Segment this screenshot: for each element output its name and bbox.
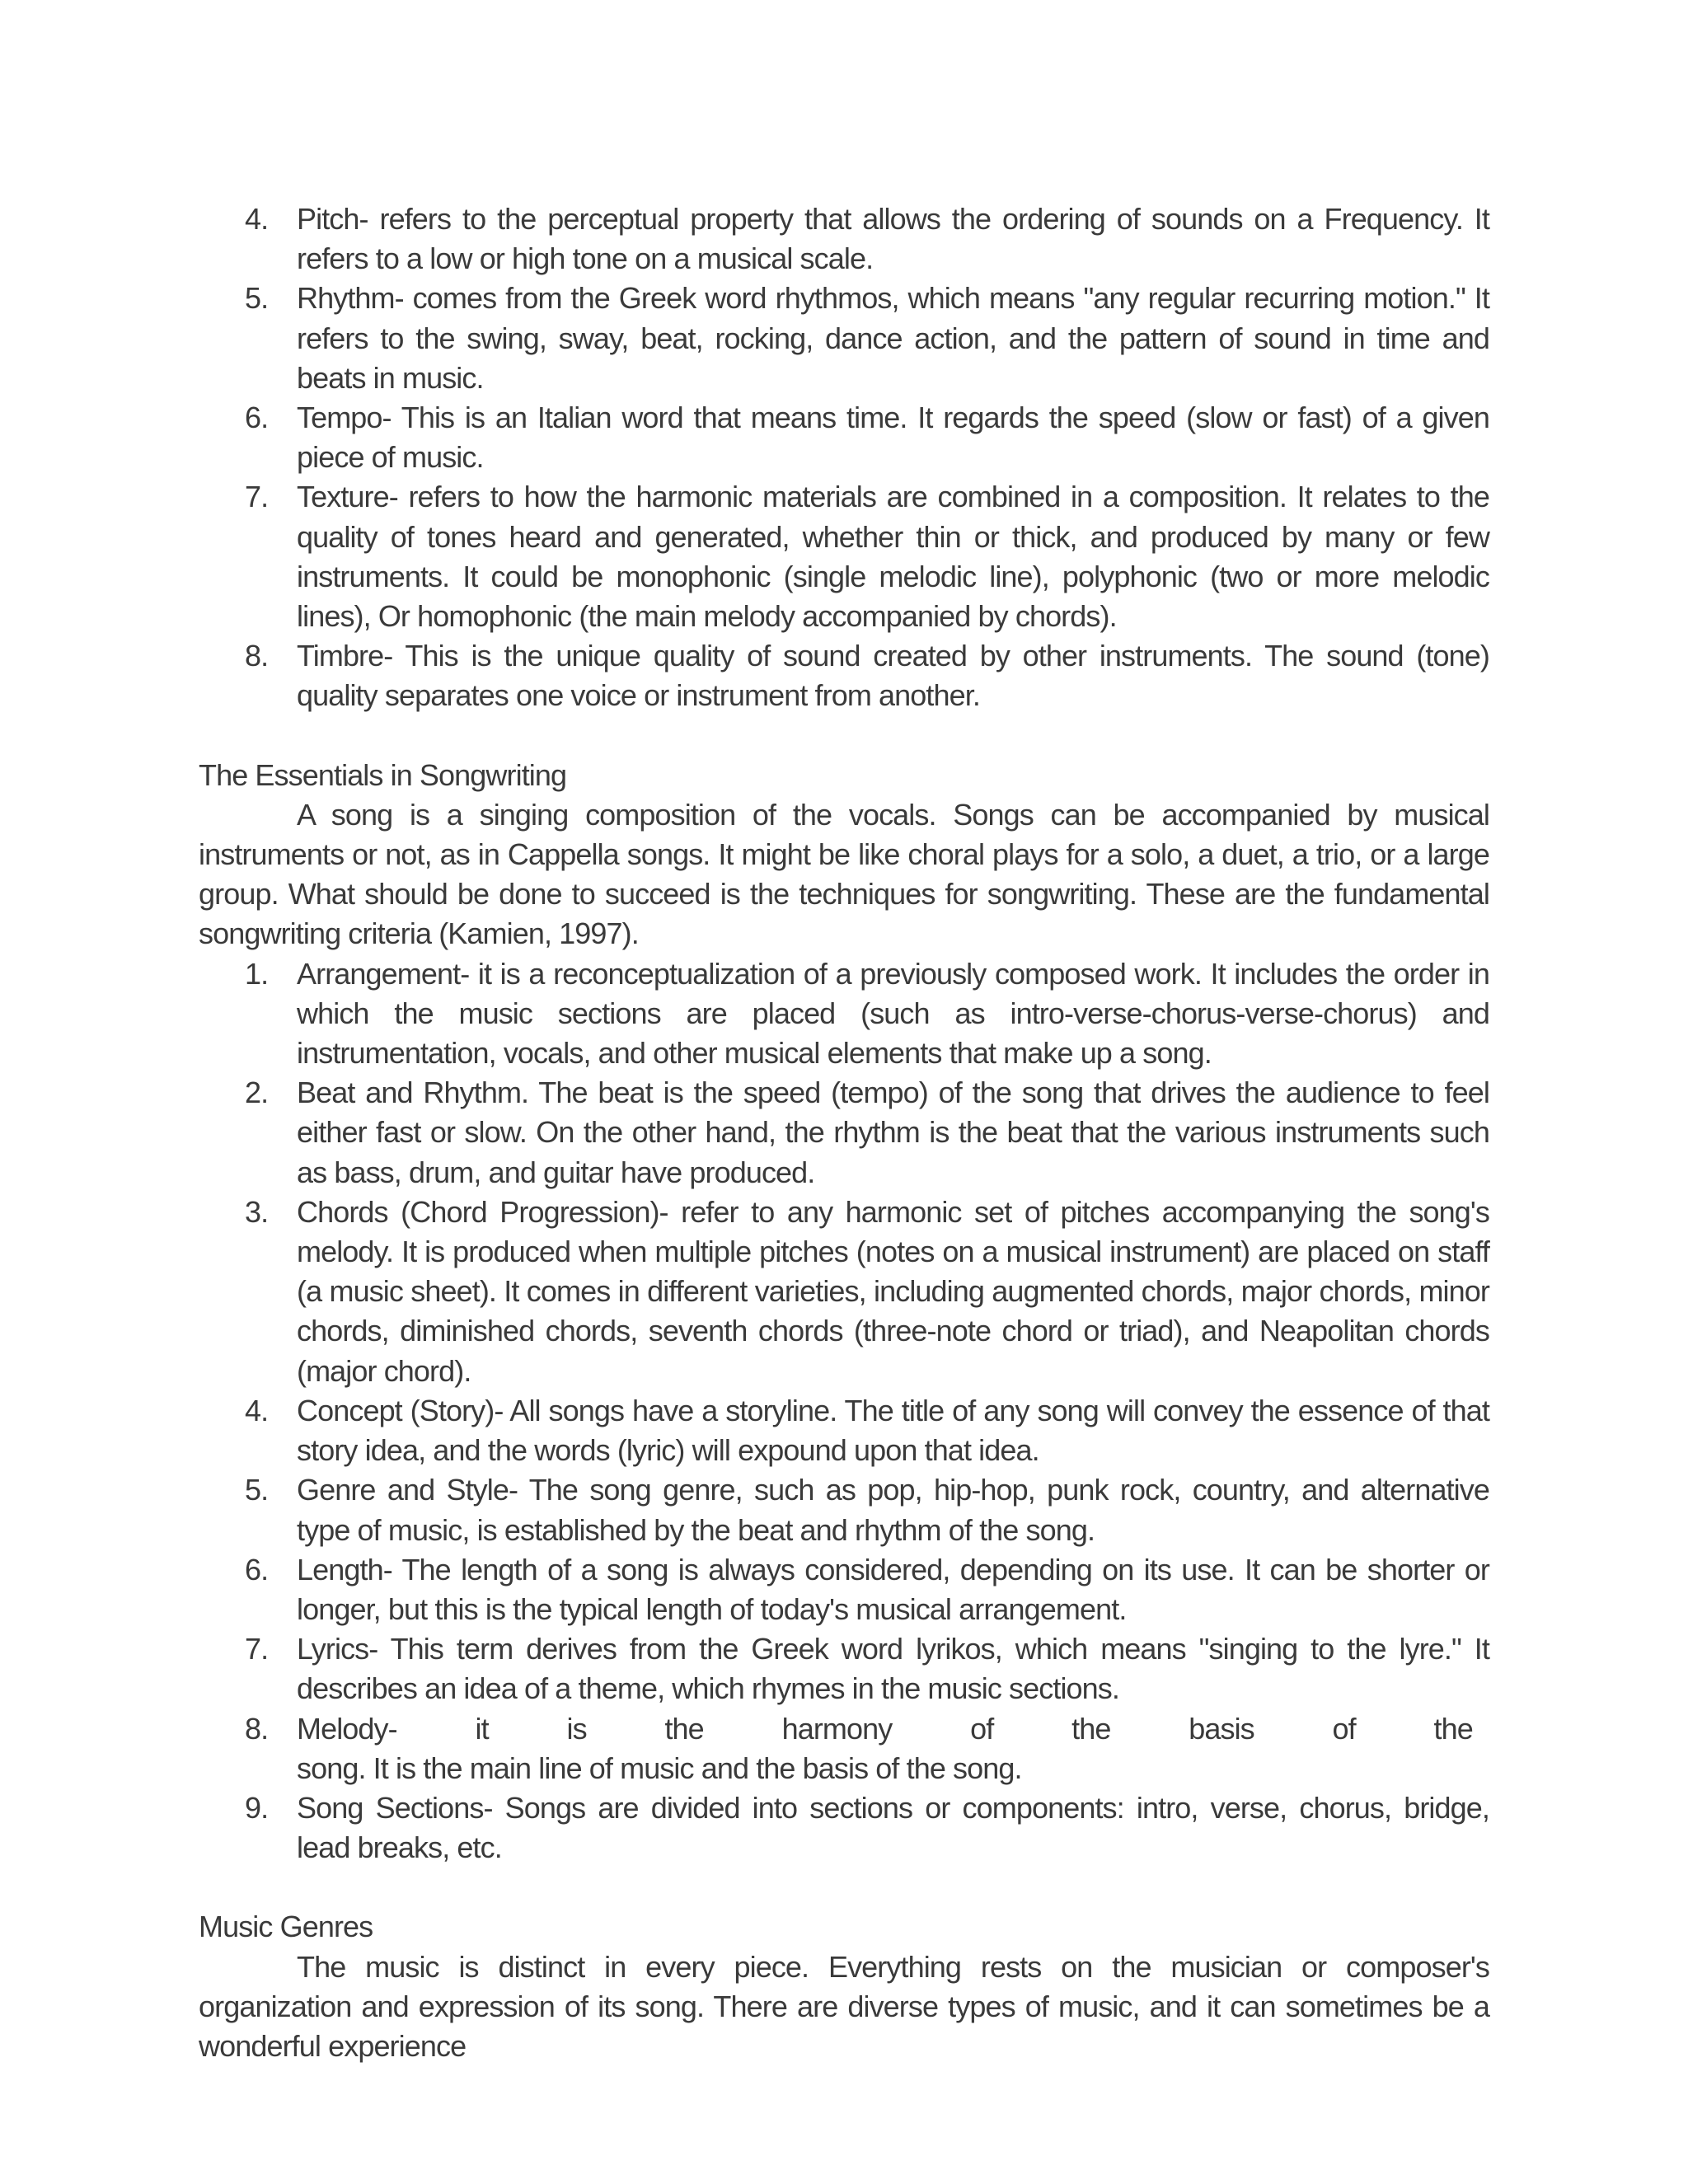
list-text: Concept (Story)- All songs have a storyline. The title of any song will convey the essence of that story idea, and the words (lyric) will expound upon that idea.: [297, 1393, 1489, 1468]
list-number: 4.: [245, 1393, 269, 1427]
songwriting-intro: A song is a singing composition of the vocals. Songs can be accompanied by musical instruments or not, as in Cappella songs. It might be like choral plays for a solo, a duet, a trio, or a large group. What should be done to succeed is the techniques for songwriting. These are the fundamental songwriting criteria (Kamien, 1997).: [199, 797, 1489, 951]
list-number: 5.: [245, 281, 269, 316]
list-number: 7.: [245, 1632, 269, 1666]
melody-word: it: [475, 1711, 489, 1746]
list-text: Texture- refers to how the harmonic materials are combined in a composition. It relates to the quality of tones heard and generated, whether thin or thick, and produced by many or few instruments. It could be monophonic (single melodic line), polyphonic (two or more melodic lines), Or homophonic (the main melody accompanied by chords).: [297, 480, 1489, 634]
list-number: 4.: [245, 202, 269, 236]
list-text: Arrangement- it is a reconceptualization of a previously composed work. It includes the order in which the music sections are placed (such as intro-verse-chorus-verse-chorus) and instrumentation, vocals, and other musical elements that make up a song.: [297, 956, 1489, 1071]
list-item: [199, 1193, 1489, 1391]
list-item: [199, 1550, 1489, 1629]
melody-word: the: [1433, 1711, 1473, 1746]
melody-word: the: [664, 1711, 704, 1746]
melody-word: of: [1332, 1711, 1356, 1746]
list-item: [199, 199, 1489, 279]
list-item: [199, 1391, 1489, 1470]
list-number: 7.: [245, 480, 269, 514]
list-item: [199, 636, 1489, 715]
list-text: Rhythm- comes from the Greek word rhythmos, which means "any regular recurring motion." It refers to the swing, sway, beat, rocking, dance action, and the pattern of sound in time and beats in music.: [297, 281, 1489, 395]
melody-word: harmony: [781, 1711, 893, 1746]
list-number: 6.: [245, 401, 269, 435]
list-item: [199, 398, 1489, 477]
document-content: [199, 199, 1489, 2066]
melody-word: Melody-: [297, 1711, 397, 1746]
list-number: 5.: [245, 1473, 269, 1507]
melody-spaced-line: [297, 1709, 1489, 1749]
list-item: [199, 954, 1489, 1074]
melody-continuation: song. It is the main line of music and the basis of the song.: [297, 1750, 1022, 1785]
list-text: Timbre- This is the unique quality of sound created by other instruments. The sound (tone) quality separates one voice or instrument from another.: [297, 639, 1489, 713]
list-text: Lyrics- This term derives from the Greek word lyrikos, which means "singing to the lyre." It describes an idea of a theme, which rhymes in the music sections.: [297, 1632, 1489, 1706]
section-gap: [199, 1868, 1489, 1907]
list-item: [199, 1073, 1489, 1193]
genres-intro: The music is distinct in every piece. Everything rests on the musician or composer's organization and expression of its song. There are diverse types of music, and it can sometimes be a wonderful experience: [199, 1949, 1489, 2063]
list-item: [199, 1788, 1489, 1868]
list-item: [199, 477, 1489, 636]
genres-heading: Music Genres: [199, 1910, 373, 1944]
music-elements-list: [199, 199, 1489, 716]
list-text: Genre and Style- The song genre, such as pop, hip-hop, punk rock, country, and alternative type of music, is established by the beat and rhythm of the song.: [297, 1473, 1489, 1547]
list-number: 1.: [245, 956, 269, 991]
list-number: 2.: [245, 1076, 269, 1110]
list-item: [199, 279, 1489, 398]
list-text: Pitch- refers to the perceptual property that allows the ordering of sounds on a Frequency. It refers to a low or high tone on a musical scale.: [297, 202, 1489, 276]
list-number: 3.: [245, 1194, 269, 1229]
list-text: Chords (Chord Progression)- refer to any harmonic set of pitches accompanying the song's melody. It is produced when multiple pitches (notes on a musical instrument) are placed on staff (a music sheet). It comes in different varieties, including augmented chords, major chords, minor chords, diminished chords, seventh chords (three-note chord or triad), and Neapolitan chords (major chord).: [297, 1194, 1489, 1388]
list-number: 6.: [245, 1552, 269, 1586]
melody-word: of: [970, 1711, 994, 1746]
list-item: [199, 1470, 1489, 1549]
list-item: [199, 1629, 1489, 1708]
list-number: 9.: [245, 1790, 269, 1825]
melody-word: basis: [1189, 1711, 1254, 1746]
songwriting-list: [199, 954, 1489, 1868]
list-text: Song Sections- Songs are divided into sections or components: intro, verse, chorus, bridge, lead breaks, etc.: [297, 1790, 1489, 1865]
list-text: Tempo- This is an Italian word that means time. It regards the speed (slow or fast) of a given piece of music.: [297, 401, 1489, 475]
list-number: 8.: [245, 1711, 269, 1746]
list-item-melody: [199, 1709, 1489, 1788]
melody-word: the: [1071, 1711, 1111, 1746]
melody-word: is: [566, 1711, 587, 1746]
list-text: Beat and Rhythm. The beat is the speed (tempo) of the song that drives the audience to feel either fast or slow. On the other hand, the rhythm is the beat that the various instruments such as bass, drum, and guitar have produced.: [297, 1076, 1489, 1189]
songwriting-heading: The Essentials in Songwriting: [199, 757, 567, 792]
list-text: Length- The length of a song is always considered, depending on its use. It can be shorter or longer, but this is the typical length of today's musical arrangement.: [297, 1552, 1489, 1626]
section-gap: [199, 716, 1489, 756]
list-number: 8.: [245, 639, 269, 673]
